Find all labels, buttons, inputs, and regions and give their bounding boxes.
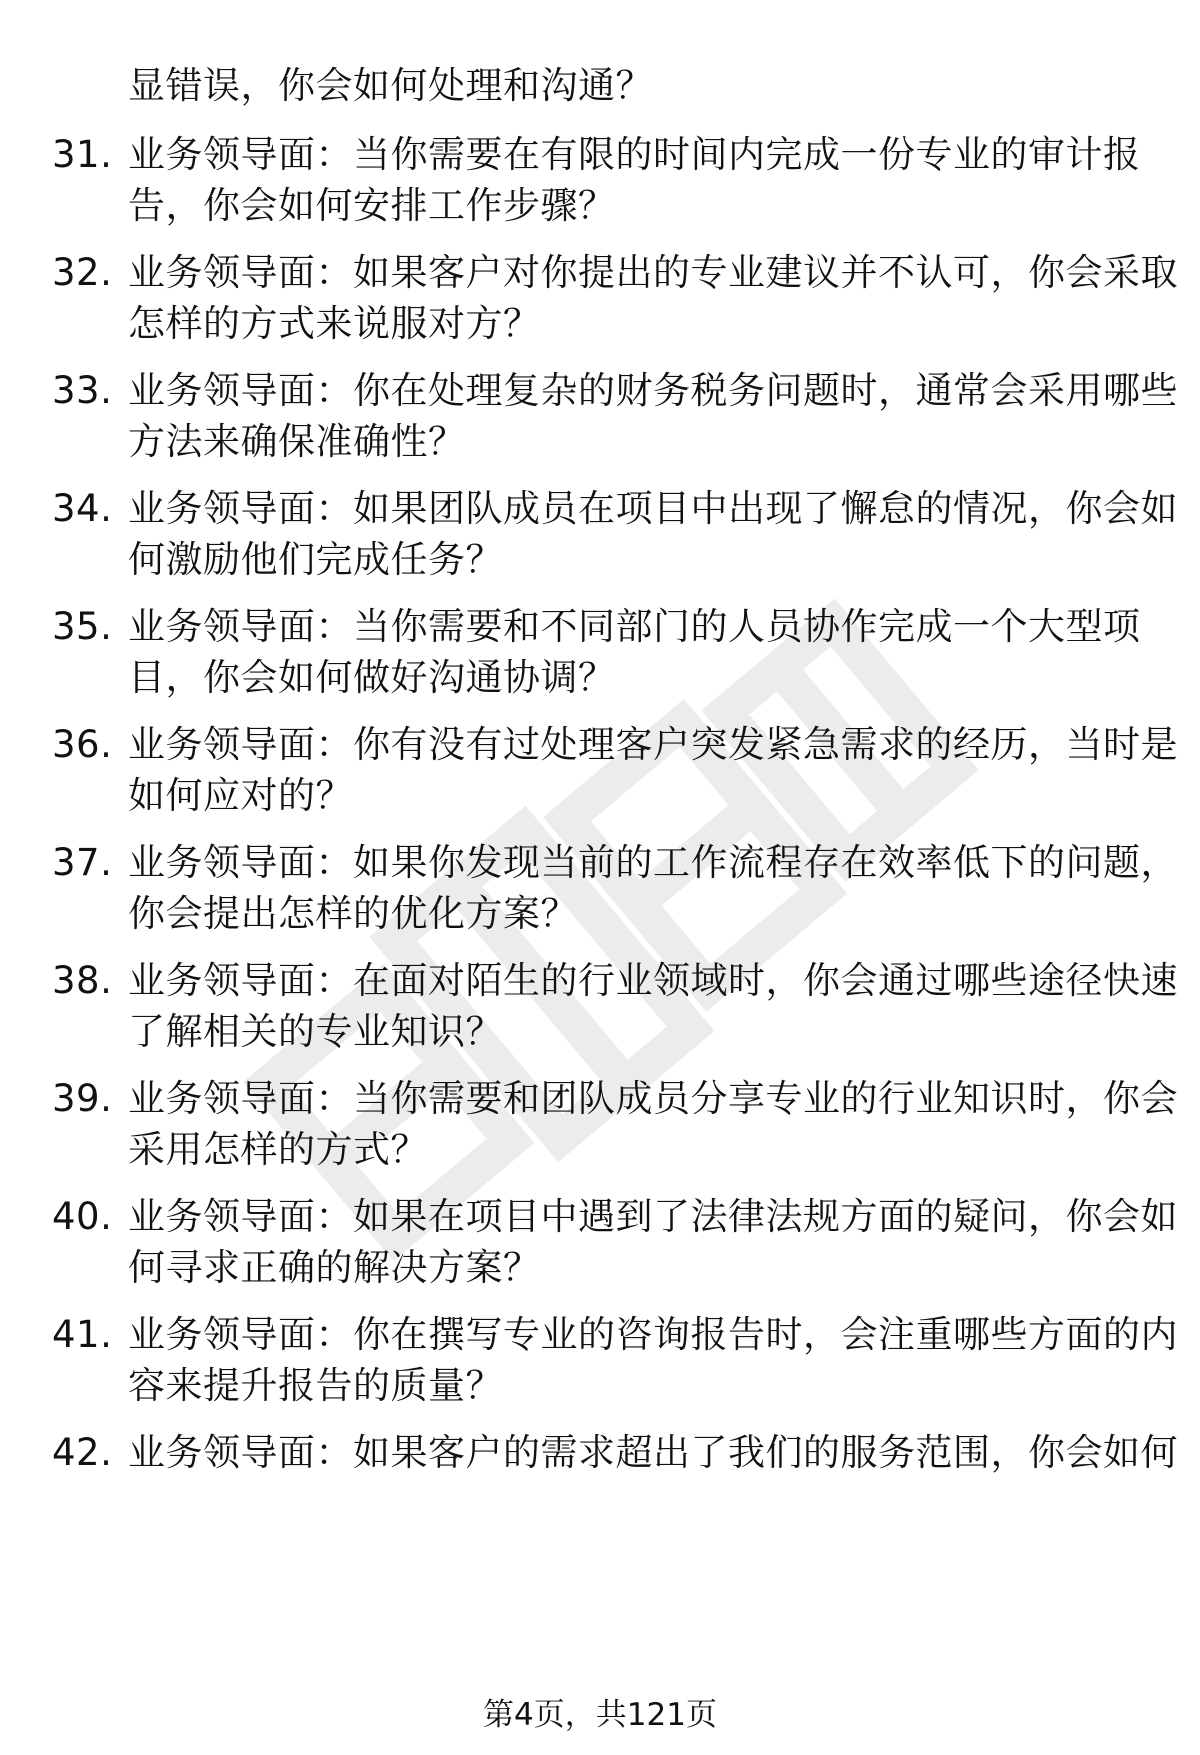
question-text-line: 业务领导面：你有没有过处理客户突发紧急需求的经历，当时是 xyxy=(128,723,1178,766)
question-text xyxy=(128,719,1178,821)
question-text xyxy=(128,1309,1178,1411)
question-number: 33. xyxy=(52,369,113,412)
question-number: 37. xyxy=(52,841,113,884)
question-text-line: 业务领导面：如果团队成员在项目中出现了懈怠的情况，你会如 xyxy=(128,487,1178,530)
question-text-line: 了解相关的专业知识？ xyxy=(128,1010,503,1053)
question-text-line: 目，你会如何做好沟通协调？ xyxy=(128,656,616,699)
question-text xyxy=(128,1073,1178,1175)
question-number: 34. xyxy=(52,487,113,530)
question-text-line: 何激励他们完成任务？ xyxy=(128,538,503,581)
question-text-line: 业务领导面：如果你发现当前的工作流程存在效率低下的问题， xyxy=(128,841,1178,884)
question-text xyxy=(128,1427,1178,1478)
question-text xyxy=(128,60,1138,111)
question-text-line: 如何应对的？ xyxy=(128,774,353,817)
question-number: 39. xyxy=(52,1077,113,1120)
question-text-line: 业务领导面：如果客户的需求超出了我们的服务范围，你会如何 xyxy=(128,1431,1178,1474)
question-text-line: 容来提升报告的质量？ xyxy=(128,1364,503,1407)
question-text-line: 业务领导面：当你需要在有限的时间内完成一份专业的审计报 xyxy=(128,133,1141,176)
page-footer: 第4页，共121页 xyxy=(483,1697,717,1733)
question-text-line: 业务领导面：你在处理复杂的财务税务问题时，通常会采用哪些 xyxy=(128,369,1178,412)
question-number: 35. xyxy=(52,605,113,648)
question-text-line: 业务领导面：你在撰写专业的咨询报告时，会注重哪些方面的内 xyxy=(128,1313,1178,1356)
question-text-line: 怎样的方式来说服对方？ xyxy=(128,302,541,345)
question-text-line: 业务领导面：当你需要和不同部门的人员协作完成一个大型项 xyxy=(128,605,1141,648)
question-text xyxy=(128,837,1178,939)
question-text-line: 业务领导面：在面对陌生的行业领域时，你会通过哪些途径快速 xyxy=(128,959,1178,1002)
question-text-line: 何寻求正确的解决方案？ xyxy=(128,1246,541,1289)
question-text-line: 采用怎样的方式？ xyxy=(128,1128,428,1171)
question-text-line: 显错误，你会如何处理和沟通？ xyxy=(128,64,653,107)
question-number: 41. xyxy=(52,1313,113,1356)
question-number: 31. xyxy=(52,133,113,176)
question-text xyxy=(128,247,1178,349)
question-text-line: 业务领导面：当你需要和团队成员分享专业的行业知识时，你会 xyxy=(128,1077,1178,1120)
question-text-line: 你会提出怎样的优化方案？ xyxy=(128,892,578,935)
question-text xyxy=(128,955,1178,1057)
question-text-line: 业务领导面：如果客户对你提出的专业建议并不认可，你会采取 xyxy=(128,251,1178,294)
question-text xyxy=(128,129,1141,231)
question-number: 42. xyxy=(52,1431,113,1474)
question-text-line: 方法来确保准确性？ xyxy=(128,420,466,463)
question-text xyxy=(128,365,1178,467)
question-text xyxy=(128,1191,1178,1293)
question-number: 38. xyxy=(52,959,113,1002)
question-number: 40. xyxy=(52,1195,113,1238)
question-text-line: 告，你会如何安排工作步骤？ xyxy=(128,184,616,227)
question-text xyxy=(128,483,1178,585)
question-number: 36. xyxy=(52,723,113,766)
question-number: 32. xyxy=(52,251,113,294)
question-text xyxy=(128,601,1141,703)
question-text-line: 业务领导面：如果在项目中遇到了法律法规方面的疑问，你会如 xyxy=(128,1195,1178,1238)
